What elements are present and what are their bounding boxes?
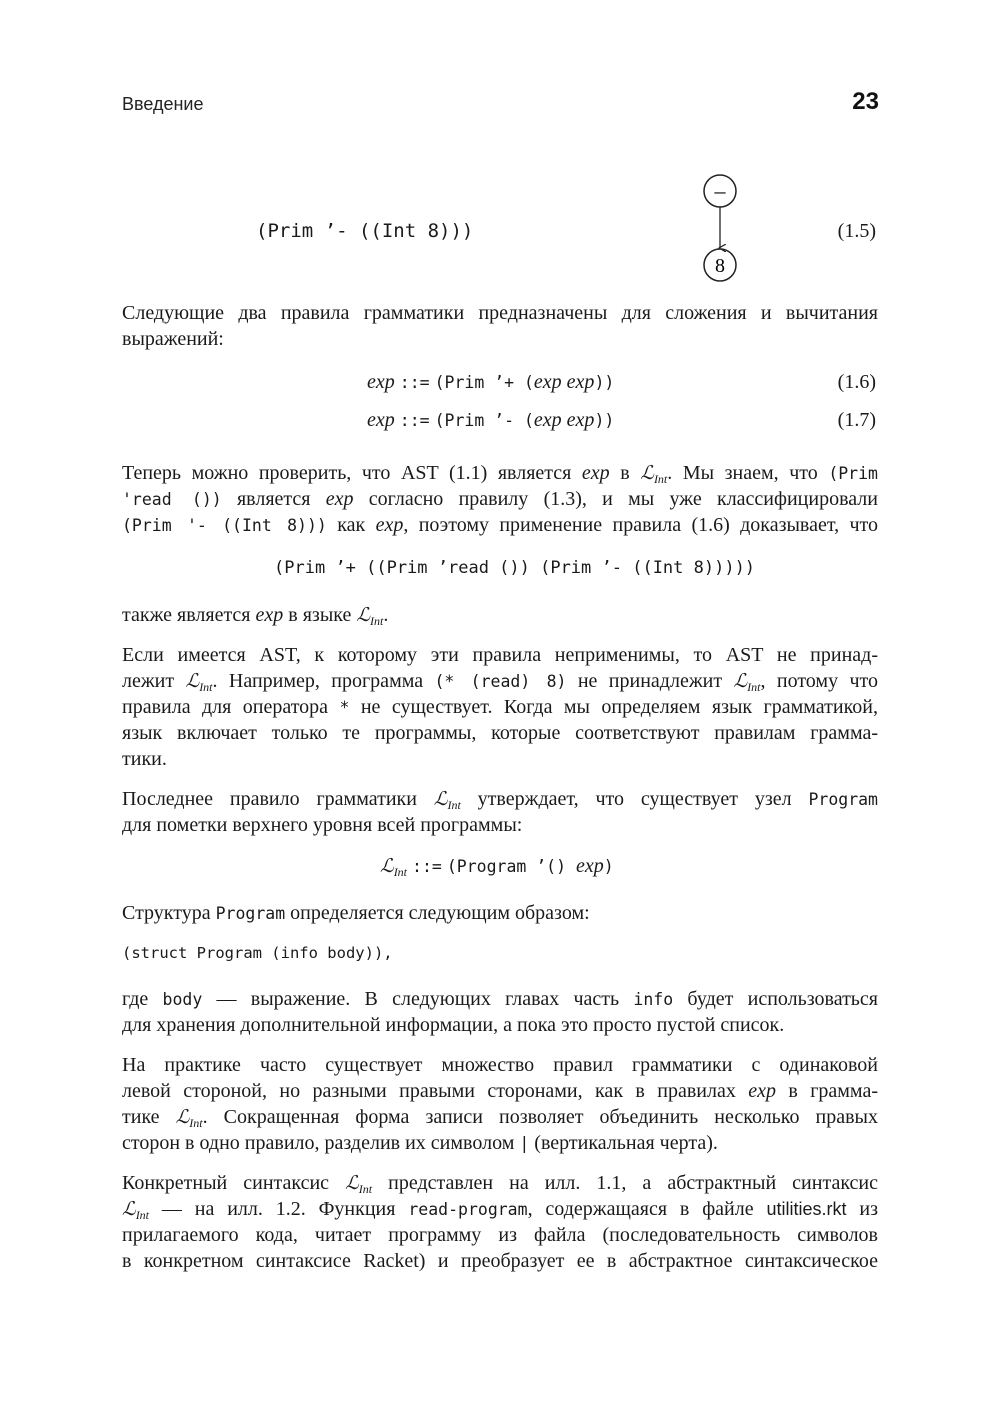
- paragraph-8-line-3: тике ℒ$_{Int}$. Сокращенная форма записи позволяет объединить несколько правых: [122, 1106, 878, 1130]
- paragraph-1: [122, 300, 878, 326]
- code-block-struct-program: (struct Program (info body)),: [122, 944, 393, 962]
- paragraph-4-line-1: Если имеется AST, к которому эти правила неприменимы, то AST не принад-: [122, 644, 878, 666]
- paragraph-9-line-1: Конкретный синтаксис ℒ$_{Int}$ представлен на илл. 1.1, а абстрактный синтаксис: [122, 1172, 878, 1196]
- paragraph-8-line-1: На практике часто существует множество правил грамматики с одинаковой: [122, 1054, 878, 1076]
- paragraph-1-line-2: выражений:: [122, 328, 224, 350]
- tree-node-root-label: –: [714, 178, 726, 203]
- paragraph-2-line-3: (Prim '- ((Int 8))) как exp, поэтому применение правила (1.6) доказывает, что: [122, 514, 878, 536]
- paragraph-9-line-3: прилагаемого кода, читает программу из файла (последовательность символов: [122, 1224, 878, 1246]
- paragraph-1-line-1: Следующие два правила грамматики предназначены для сложения и вычитания: [122, 302, 878, 324]
- equation-number-1-7: (1.7): [837, 409, 876, 431]
- paragraph-7-line-1: где body — выражение. В следующих главах часть info будет использоваться: [122, 988, 879, 1010]
- equation-number-1-6: (1.6): [837, 371, 876, 393]
- running-head: Введение: [122, 94, 204, 114]
- equation-1-7: exp ::= (Prim ’- (exp exp)): [367, 409, 615, 431]
- paragraph-5-line-1: Последнее правило грамматики ℒ$_{Int}$ утверждает, что существует узел Program: [122, 788, 878, 812]
- combined-expression-code: (Prim ’+ ((Prim ’read ()) (Prim ’- ((Int 8))))): [274, 558, 756, 578]
- paragraph-8-line-2: левой стороной, но разными правыми сторонами, как в правилах exp в грамма-: [122, 1080, 878, 1102]
- equation-number-1-5: (1.5): [837, 220, 876, 242]
- program-grammar-rule: ℒ$_{Int}$ ::= (Program ’() exp): [380, 855, 614, 879]
- paragraph-9-line-4: в конкретном синтаксисе Racket) и преобразует ее в абстрактное синтаксическое: [122, 1250, 878, 1272]
- paragraph-5-line-2: для пометки верхнего уровня всей программы:: [122, 814, 523, 836]
- paragraph-1-cont: [122, 326, 878, 352]
- paragraph-9-line-2: ℒ$_{Int}$ — на илл. 1.2. Функция read-program, содержащаяся в файле utilities.rkt из: [122, 1198, 878, 1222]
- ast-tree-diagram: [696, 172, 744, 286]
- paragraph-3: также является exp в языке ℒ$_{Int}$.: [122, 604, 389, 628]
- equation-1-6: exp ::= (Prim ’+ (exp exp)): [367, 371, 615, 393]
- paragraph-7-line-2: для хранения дополнительной информации, а пока это просто пустой список.: [122, 1014, 785, 1036]
- paragraph-4-line-5: тики.: [122, 748, 167, 770]
- paragraph-2-line-2: 'read ()) является exp согласно правилу (1.3), и мы уже классифицировали: [122, 488, 878, 510]
- paragraph-4-line-3: правила для оператора * не существует. Когда мы определяем язык грамматикой,: [122, 696, 879, 718]
- paragraph-8-line-4: сторон в одно правило, разделив их символом | (вертикальная черта).: [122, 1132, 718, 1154]
- paragraph-4-line-4: язык включает только те программы, которые соответствуют правилам грамма-: [122, 722, 878, 744]
- equation-1-5-code: (Prim ’- ((Int 8))): [256, 220, 474, 242]
- paragraph-6: Структура Program определяется следующим образом:: [122, 902, 590, 924]
- paragraph-4-line-2: лежит ℒ$_{Int}$. Например, программа (* (read) 8) не принадлежит ℒ$_{Int}$, потому что: [122, 670, 878, 694]
- paragraph-2-line-1: Теперь можно проверить, что AST (1.1) является exp в ℒ$_{Int}$. Мы знаем, что (Prim: [122, 462, 878, 486]
- tree-node-child-label: 8: [715, 255, 725, 277]
- page-number: 23: [852, 88, 879, 115]
